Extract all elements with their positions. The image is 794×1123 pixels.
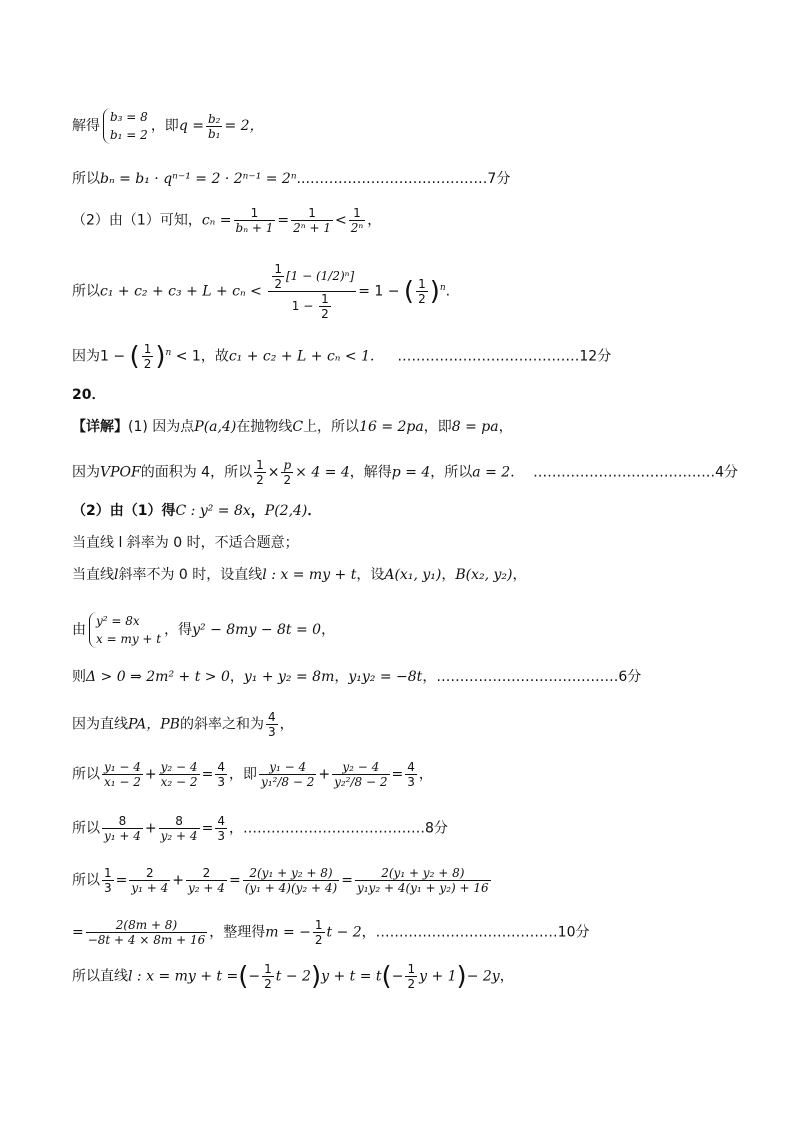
text: 的斜率之和为 [179, 716, 264, 733]
denominator: y₁ + 4 [104, 829, 141, 843]
text: ， [498, 419, 513, 435]
numerator: 1 [418, 277, 426, 291]
denominator: b₁ [207, 126, 221, 141]
numerator: 1 [349, 206, 366, 221]
line-slope-eq [72, 760, 433, 789]
big-fraction [268, 262, 356, 321]
score-dots: ..…………………………………7 [296, 171, 497, 187]
equation: = 2， [224, 118, 264, 134]
numerator: 8 [102, 814, 143, 829]
denominator: y₁y₂ + 4(y₁ + y₂) + 16 [356, 881, 489, 895]
operator: = [228, 872, 241, 889]
denominator: 2 [274, 277, 282, 291]
numerator: y₂ − 4 [332, 760, 389, 775]
numerator: 1 [234, 206, 276, 221]
text: 当直线 l 斜率为 0 时，不适合题意； [72, 535, 299, 551]
text: ， [250, 503, 265, 519]
operator: + [144, 820, 157, 837]
paren: ) [456, 961, 467, 992]
line-discriminant [72, 668, 641, 686]
text: 因为 [72, 348, 100, 365]
equation: P(a,4) [194, 419, 237, 435]
line-bn-formula [72, 170, 510, 188]
numerator: b₂ [207, 111, 221, 126]
text: ． [510, 464, 525, 481]
text: 则 [72, 669, 86, 685]
denominator: 2ⁿ [350, 221, 364, 235]
text: ． [370, 348, 384, 365]
numerator: 1 [256, 458, 264, 472]
fraction [142, 342, 154, 371]
fraction [102, 814, 143, 843]
label: 1 − [291, 299, 318, 313]
text: 所以 [72, 171, 100, 187]
score-label: 分 [433, 820, 448, 837]
fraction [234, 206, 276, 235]
label: + [318, 766, 331, 783]
equation: y + 1 [419, 968, 457, 985]
denominator: 2 [143, 357, 152, 371]
line-slope-zero [72, 534, 299, 552]
line-system [72, 612, 335, 648]
equation: y + t = t [321, 968, 382, 985]
fraction [129, 866, 170, 895]
numerator: 2(8m + 8) [86, 918, 207, 933]
denominator: 2 [407, 977, 416, 991]
equation: b₁ = 2 [110, 128, 148, 142]
score-dots: …………………………………10 [375, 924, 576, 941]
text: 由 [72, 622, 86, 638]
score-dots: …………………………………6 [436, 669, 628, 685]
paren: ) [155, 341, 166, 372]
score-label: 分 [597, 348, 612, 365]
equation: PA，PB [128, 716, 180, 733]
numerator: 1 [264, 962, 272, 976]
equation: y₁ + y₂ = 8m [243, 669, 335, 685]
equation: x = my + t [96, 632, 162, 646]
equation: VPOF [100, 464, 141, 481]
fraction [86, 918, 207, 947]
fraction [313, 918, 325, 947]
equation: m = − [265, 924, 311, 941]
text: ， [279, 716, 294, 733]
fraction [405, 760, 417, 789]
line-part2 [72, 502, 321, 520]
equation: q = [178, 118, 204, 134]
numerator: 2(y₁ + y₂ + 8) [355, 866, 491, 881]
fraction [254, 458, 266, 487]
numerator: 2 [129, 866, 170, 881]
denominator: 3 [217, 829, 225, 843]
score-label: 分 [724, 464, 739, 481]
text: 斜率不为 0 时，设直线 [118, 567, 263, 583]
equation: t − 2 [326, 924, 362, 941]
equation: y₁y₂ = −8t [348, 669, 423, 685]
line-simplified [72, 814, 448, 843]
text: ， [367, 212, 382, 229]
numerator: 4 [217, 814, 225, 828]
text: ，所以 [430, 464, 473, 481]
equation: l : x = my + t = [128, 968, 239, 985]
score-label: 分 [627, 669, 642, 685]
text: 在抛物线 [236, 419, 293, 435]
equation: × 4 = 4 [295, 464, 350, 481]
equation: y² = 8x [96, 614, 140, 628]
text: 所以 [72, 766, 100, 783]
paren: ) [429, 276, 440, 307]
text: 所以直线 [72, 968, 128, 985]
operator: = [201, 820, 214, 837]
equation: c₁ + c₂ + L + cₙ < 1 [228, 348, 370, 365]
score-dots: …………………………………8 [242, 820, 434, 837]
line-line-equation [72, 962, 514, 991]
text: ，得 [164, 622, 193, 638]
text: ，即 [150, 118, 179, 134]
text: 因为 [72, 464, 100, 481]
text: 解得 [72, 118, 100, 134]
fraction [215, 814, 227, 843]
exponent: n [165, 347, 172, 358]
text: ，即 [423, 419, 452, 435]
numerator: 8 [159, 814, 200, 829]
numerator: p [283, 458, 292, 472]
text: （2）由（1）得 [72, 503, 176, 519]
operator: + [172, 872, 185, 889]
fraction [355, 866, 491, 895]
text: ， [321, 622, 336, 638]
equation: Δ > 0 ⇒ 2m² + t > 0 [86, 669, 230, 685]
text: (1) 因为点 [128, 419, 195, 435]
fraction [319, 292, 331, 321]
line-sum-bound [72, 262, 450, 321]
numerator: 4 [267, 710, 276, 724]
label: × [267, 464, 280, 481]
text: ． [307, 503, 322, 519]
denominator: y₂ + 4 [160, 829, 198, 843]
operator: < [334, 212, 347, 229]
text: ，解得 [349, 464, 392, 481]
text: ， [499, 968, 514, 985]
operator: = [72, 924, 84, 941]
line-combined [72, 866, 493, 895]
numerator: 4 [217, 760, 225, 774]
fraction [102, 760, 143, 789]
fraction [159, 814, 200, 843]
text: 所以 [72, 283, 100, 300]
denominator: 2 [256, 473, 264, 487]
exponent: n [439, 282, 446, 293]
equation: b₃ = 8 [110, 110, 148, 124]
operator: = [341, 872, 353, 889]
text: （2）由（1）可知， [72, 212, 202, 229]
text: ， [228, 820, 243, 837]
equation: B(x₂, y₂) [455, 567, 513, 583]
operator: = 1 − [358, 283, 404, 300]
text: ， [418, 766, 433, 783]
fraction [291, 206, 333, 235]
paren: ) [310, 961, 322, 992]
line-solve-b [72, 108, 264, 144]
line-slope-nonzero [72, 566, 526, 584]
text: 20． [72, 387, 106, 403]
numerator: 2(y₁ + y₂ + 8) [243, 866, 340, 881]
equation: p = 4 [391, 464, 431, 481]
question-number [72, 386, 105, 404]
fraction [332, 760, 389, 789]
text: . [445, 283, 451, 300]
paren: ( [403, 276, 415, 307]
numerator: 1 [321, 292, 329, 306]
label: = [391, 766, 404, 783]
numerator: 1 [407, 962, 416, 976]
text: ，设 [356, 567, 385, 583]
operator: − [248, 968, 261, 985]
fraction [416, 277, 428, 306]
text: ， [334, 669, 349, 685]
text: ，整理得 [209, 924, 266, 941]
operator: = [201, 766, 214, 783]
equation-system [89, 612, 161, 648]
equation: C [292, 419, 304, 435]
denominator: x₁ − 2 [104, 775, 141, 789]
fraction [281, 458, 293, 487]
denominator: −8t + 4 × 8m + 16 [87, 933, 206, 947]
equation: y² − 8my − 8t = 0 [192, 622, 322, 638]
text: < 1，故 [175, 348, 229, 365]
denominator: 2 [283, 473, 292, 487]
equation: − 2y [466, 968, 500, 985]
line-cn-bound [72, 206, 381, 235]
text: ，即 [228, 766, 257, 783]
numerator: 1 [274, 262, 282, 276]
fraction [186, 866, 227, 895]
denominator: (y₁ + 4)(y₂ + 4) [244, 881, 338, 895]
numerator: y₂ − 4 [160, 760, 198, 774]
numerator: 1 [104, 866, 112, 880]
detail-tag: 【详解】 [72, 419, 128, 435]
denominator: 2 [321, 307, 329, 321]
denominator: 2 [314, 933, 323, 947]
text: 上，所以 [303, 419, 360, 435]
numerator: 1 [314, 918, 323, 932]
numerator: 4 [407, 760, 415, 774]
fraction [243, 866, 340, 895]
score-dots: …………………………………12 [397, 348, 598, 365]
equation: C : y² = 8x [175, 503, 251, 519]
denominator: 2 [264, 977, 272, 991]
score-dots: …………………………………4 [533, 464, 725, 481]
numerator: y₁ − 4 [104, 760, 141, 774]
text: ， [441, 567, 456, 583]
numerator: 1 [143, 342, 152, 356]
paren: ( [238, 961, 249, 992]
text: 当直线 [72, 567, 114, 583]
line-m-relation [72, 918, 590, 947]
equation: [1 − (1/2)ⁿ] [285, 269, 355, 283]
text: ， [512, 567, 527, 583]
fraction [206, 112, 223, 141]
equation: l : x = my + t [262, 567, 357, 583]
operator: = [277, 212, 290, 229]
score-label: 分 [575, 924, 590, 941]
equation: P(2,4) [264, 503, 308, 519]
denominator: y₂²/8 − 2 [334, 775, 388, 789]
numerator: 2 [186, 866, 227, 881]
fraction [262, 962, 274, 991]
denominator [268, 292, 356, 321]
denominator: 3 [267, 725, 276, 739]
equation: bₙ = b₁ · qⁿ⁻¹ = 2 · 2ⁿ⁻¹ = 2ⁿ [100, 171, 297, 187]
denominator: y₂ + 4 [188, 881, 225, 895]
denominator: y₁²/8 − 2 [260, 775, 315, 789]
text: 所以 [72, 872, 100, 889]
equation: l [114, 567, 119, 583]
equation: 8 = pa [451, 419, 499, 435]
operator: − [391, 968, 404, 985]
fraction [259, 760, 316, 789]
numerator [268, 262, 356, 292]
fraction [102, 866, 114, 895]
fraction [272, 262, 284, 291]
equation: 16 = 2pa [359, 419, 424, 435]
denominator: x₂ − 2 [160, 775, 198, 789]
fraction [266, 710, 278, 739]
denominator: bₙ + 1 [235, 221, 274, 235]
fraction [405, 962, 417, 991]
numerator: y₁ − 4 [259, 760, 316, 775]
paren: ( [381, 961, 392, 992]
denominator: 2ⁿ + 1 [293, 221, 331, 235]
text: ， [229, 669, 244, 685]
denominator: 3 [104, 881, 112, 895]
denominator: 3 [217, 775, 225, 789]
line-conclusion-12 [72, 342, 611, 371]
equation: 1 − [100, 348, 130, 365]
denominator: 3 [407, 775, 415, 789]
numerator: 1 [291, 206, 333, 221]
line-area [72, 458, 738, 487]
text: ， [361, 924, 376, 941]
equation: c₁ + c₂ + c₃ + L + cₙ < [100, 283, 262, 300]
text: 所以 [72, 820, 100, 837]
equation: a = 2 [472, 464, 511, 481]
denominator: 2 [418, 292, 426, 306]
line-slope-sum [72, 710, 294, 739]
equation: cₙ = [201, 212, 232, 229]
fraction [159, 760, 200, 789]
equation: A(x₁, y₁) [384, 567, 442, 583]
operator: + [144, 766, 157, 783]
text: 的面积为 4，所以 [140, 464, 253, 481]
operator: = [115, 872, 128, 889]
score-label: 分 [496, 171, 511, 187]
fraction [215, 760, 227, 789]
text: 因为直线 [72, 716, 128, 733]
equation-system [103, 108, 148, 144]
text: ， [422, 669, 437, 685]
equation: t − 2 [275, 968, 311, 985]
paren: ( [129, 341, 140, 372]
denominator: y₁ + 4 [131, 881, 169, 895]
fraction [349, 206, 366, 235]
line-detail-1 [72, 418, 513, 436]
